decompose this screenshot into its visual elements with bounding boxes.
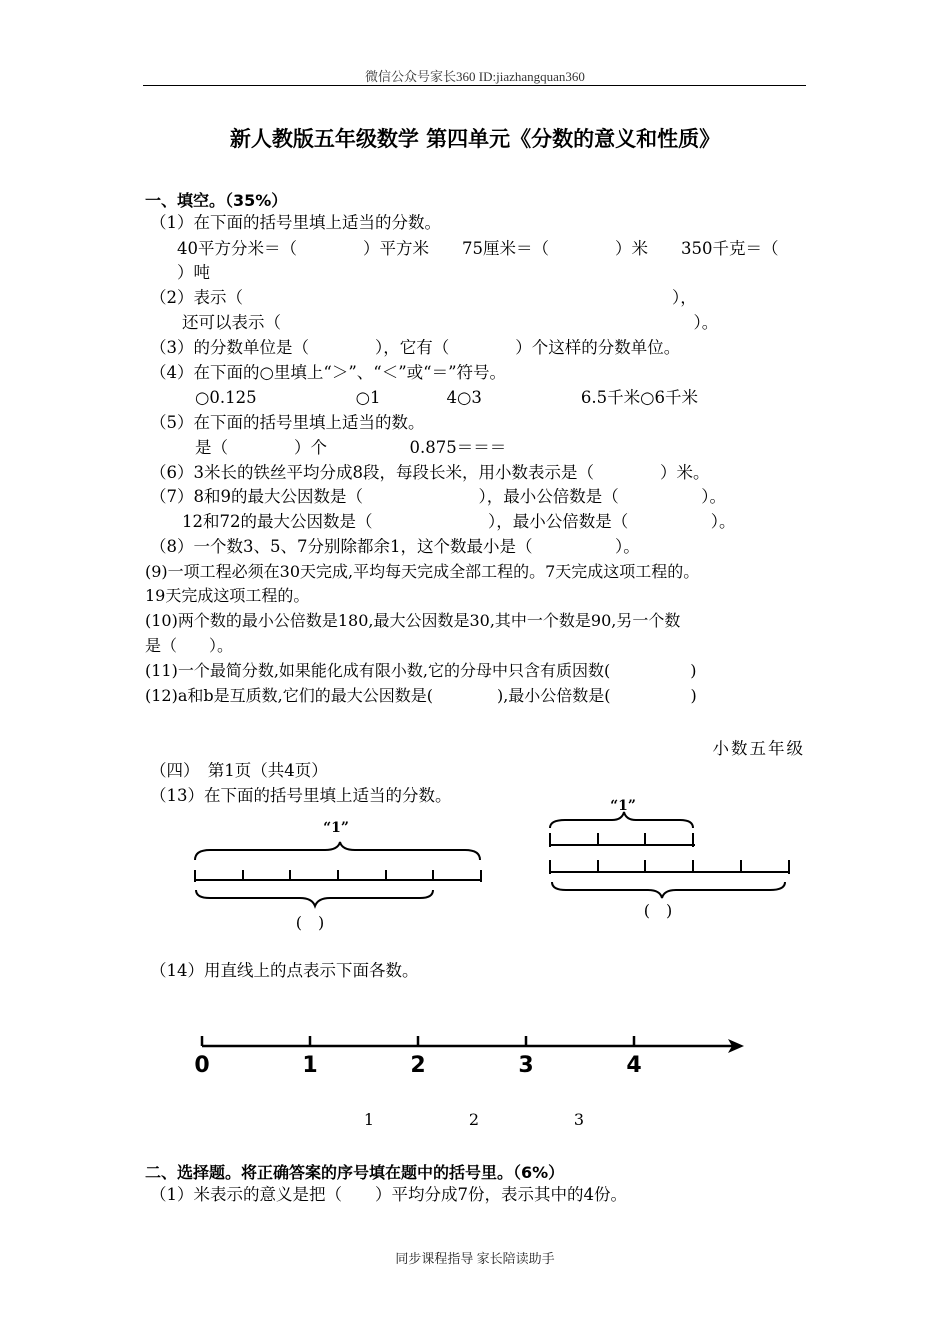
s2-q1-text: （1）米表示的意义是把（ ）平均分成7份，表示其中的4份。 — [150, 1185, 627, 1204]
page-footer: 同步课程指导 家长陪读助手 — [395, 1251, 555, 1266]
right-one-label: “1” — [610, 798, 636, 814]
q5-text: （5）在下面的括号里填上适当的数。 — [150, 413, 425, 432]
q5-line: 是（ ）个 0.875＝＝＝ — [195, 438, 507, 457]
right-bottom-brace — [552, 882, 785, 898]
right-answer-blank: ( ) — [643, 901, 673, 920]
q13-text: （13）在下面的括号里填上适当的分数。 — [150, 786, 452, 805]
q4-text: （4）在下面的○里填上“＞”、“＜”或“＝”符号。 — [150, 363, 507, 382]
below-number-1: 1 — [363, 1110, 375, 1129]
left-top-brace — [195, 842, 480, 860]
grade-note: 小数五年级 — [712, 739, 805, 758]
q2-line: 还可以表示（ ）。 — [182, 313, 719, 332]
q10-text: (10)两个数的最小公倍数是180,最大公因数是30,其中一个数是90,另一个数 — [145, 611, 681, 630]
q6-text: （6）3米长的铁丝平均分成8段，每段长米，用小数表示是（ ）米。 — [150, 463, 710, 482]
axis-label-3: 3 — [518, 1053, 534, 1078]
q7-line: 12和72的最大公因数是（ ），最小公倍数是（ ）。 — [182, 512, 736, 531]
page-number-note: （四） 第1页（共4页） — [150, 761, 328, 780]
q1-line-cont: ）吨 — [177, 263, 210, 282]
q3-text: （3）的分数单位是（ ），它有（ ）个这样的分数单位。 — [150, 338, 681, 357]
q9-text: (9)一项工程必须在30天完成,平均每天完成全部工程的。7天完成这项工程的。 — [145, 562, 700, 581]
page-header: 微信公众号家长360 ID:jiazhangquan360 — [365, 69, 585, 84]
q12-text: (12)a和b是互质数,它们的最大公因数是( ),最小公倍数是( ) — [145, 686, 697, 705]
q7-text: （7）8和9的最大公因数是（ ），最小公倍数是（ ）。 — [150, 487, 726, 506]
q1-text: （1）在下面的括号里填上适当的分数。 — [150, 213, 441, 232]
q11-text: (11)一个最简分数,如果能化成有限小数,它的分母中只含有质因数( ) — [145, 661, 697, 680]
left-bottom-brace — [196, 890, 433, 906]
page-title: 新人教版五年级数学 第四单元《分数的意义和性质》 — [229, 127, 721, 151]
axis-label-2: 2 — [410, 1053, 426, 1078]
left-one-label: “1” — [323, 820, 349, 836]
q2-text: （2）表示（ ）， — [150, 288, 697, 307]
below-number-2: 2 — [468, 1110, 480, 1129]
right-top-brace — [550, 812, 693, 828]
q1-line: 40平方分米＝（ ）平方米 75厘米＝（ ）米 350千克＝（ — [177, 239, 779, 258]
axis-label-4: 4 — [626, 1053, 642, 1078]
q8-text: （8）一个数3、5、7分别除都余1，这个数最小是（ ）。 — [150, 537, 640, 556]
axis-label-0: 0 — [194, 1053, 210, 1078]
section-1-heading: 一、填空。（35%） — [145, 191, 288, 210]
q4-line: ○0.125 ○1 4○3 6.5千米○6千米 — [195, 388, 699, 407]
q9-line: 19天完成这项工程的。 — [145, 586, 310, 605]
axis-label-1: 1 — [302, 1053, 318, 1078]
below-number-3: 3 — [573, 1110, 585, 1129]
left-answer-blank: ( ) — [295, 913, 325, 932]
q14-text: （14）用直线上的点表示下面各数。 — [150, 961, 419, 980]
section-2-heading: 二、选择题。将正确答案的序号填在题中的括号里。（6%） — [145, 1163, 565, 1182]
q10-line: 是（ ）。 — [145, 636, 234, 655]
